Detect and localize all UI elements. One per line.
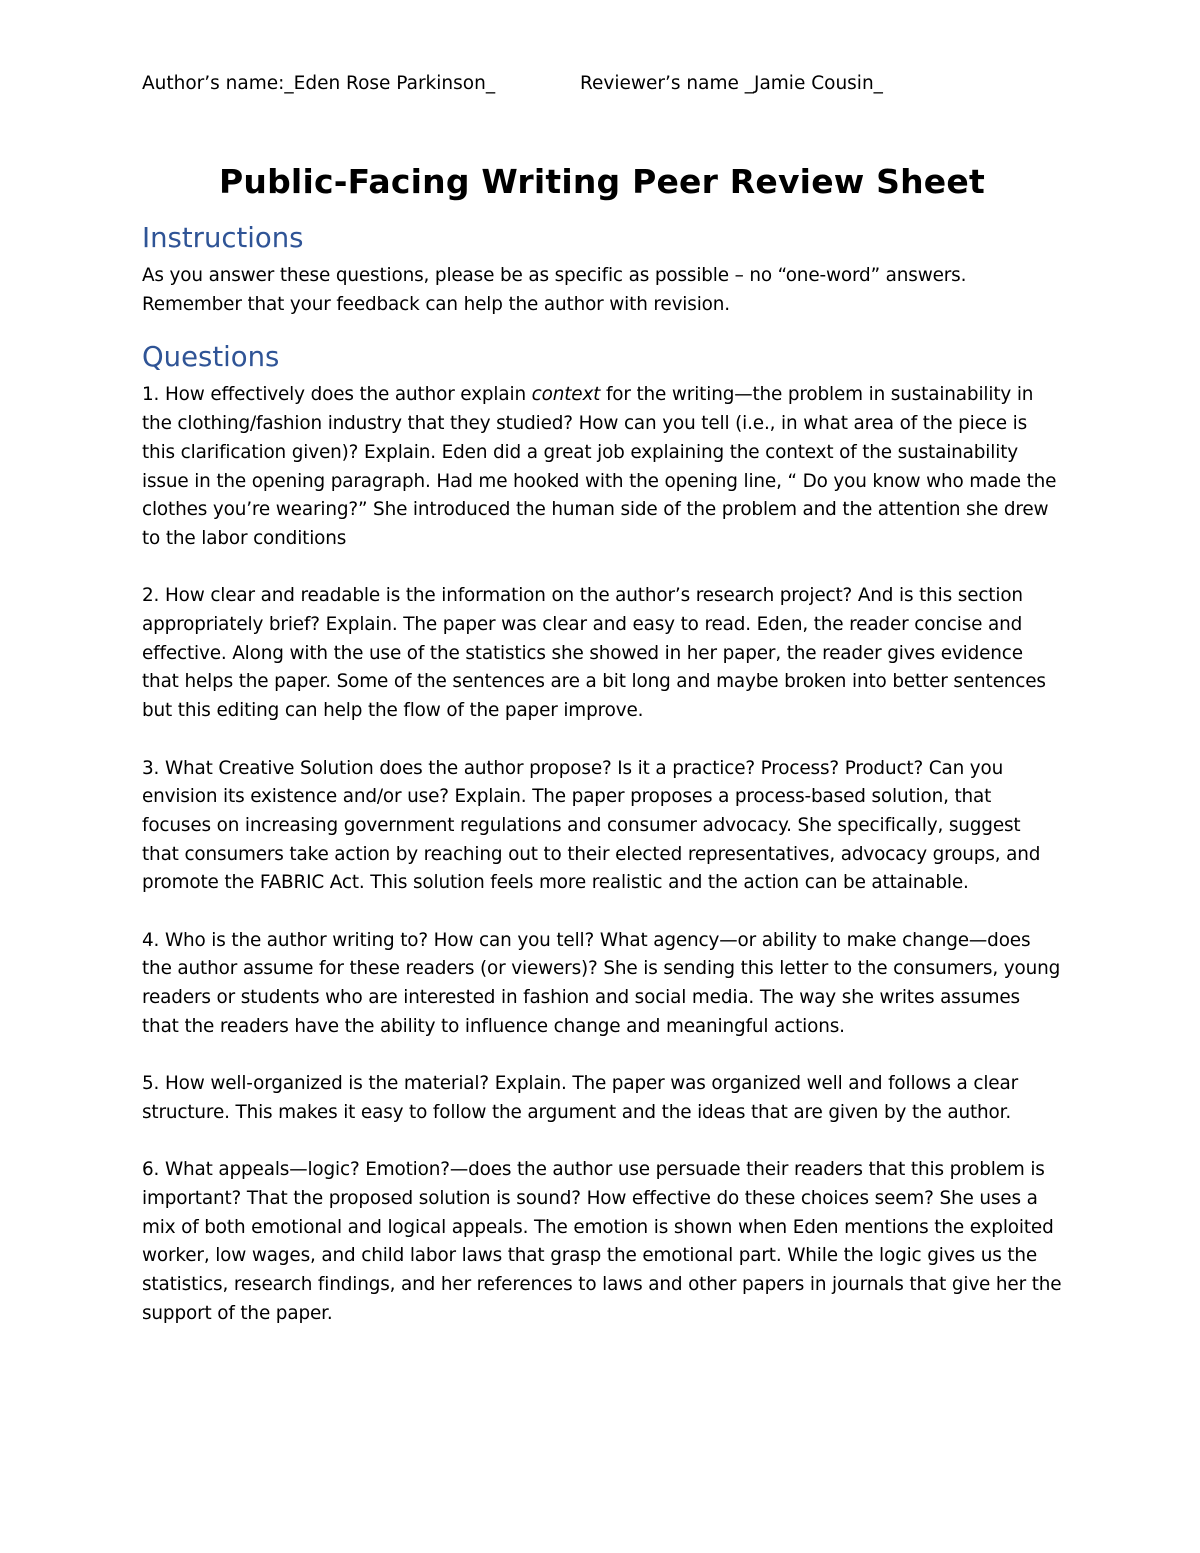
question-prompt: How effectively does the author explain xyxy=(164,384,532,406)
question-3 xyxy=(142,755,1062,899)
question-2 xyxy=(142,582,1062,726)
question-prompt: How well-organized is the material? Explain. xyxy=(164,1073,567,1095)
question-prompt-emphasis: context xyxy=(531,384,601,406)
question-number: 2. xyxy=(142,585,160,607)
question-answer: The paper was organized well and follows a clear structure. This makes it easy to follow the argument and the ideas that are given by the author. xyxy=(142,1073,1018,1123)
question-prompt: What Creative Solution does the author propose? Is it a practice? Process? Product? Can you envision its existence and/or use? Explain. xyxy=(142,757,1004,808)
question-number: 4. xyxy=(142,929,160,951)
question-number: 3. xyxy=(142,757,160,779)
question-number: 1. xyxy=(142,384,160,406)
question-5 xyxy=(142,1070,1062,1127)
question-answer: Eden did a great job explaining the context of the sustainability issue in the opening paragraph. Had me hooked with the opening line, “ Do you know who made the clothes you’re wearing?” She introduced the human side of the problem and the attention she drew to the labor conditions xyxy=(142,441,1057,549)
question-4 xyxy=(142,927,1062,1042)
question-answer: She is sending this letter to the consumers, young readers or students who are interested in fashion and social media. The way she writes assumes that the readers have the ability to influence change and meaningful actions. xyxy=(142,958,1061,1037)
question-prompt: How clear and readable is the information on the author’s research project? And is this section appropriately brief? Explain. xyxy=(142,585,1023,636)
question-6 xyxy=(142,1156,1062,1328)
question-number: 6. xyxy=(142,1159,160,1181)
question-prompt: Who is the author writing to? How can you tell? What agency—or ability to make change—does the author assume for these readers (or viewers)? xyxy=(142,929,1031,980)
header-names xyxy=(142,70,1062,98)
question-answer: The paper proposes a process-based solution, that focuses on increasing government regulations and consumer advocacy. She specifically, suggest that consumers take action by reaching out to their elected representatives, advocacy groups, and promote the FABRIC Act. This solution feels more realistic and the action can be attainable. xyxy=(142,786,1041,894)
question-1 xyxy=(142,381,1062,553)
author-name: Author’s name:_Eden Rose Parkinson_ xyxy=(142,73,496,94)
instructions-heading: Instructions xyxy=(142,222,304,254)
document-page xyxy=(142,70,1062,1357)
page-title: Public-Facing Writing Peer Review Sheet xyxy=(219,162,985,201)
instructions-text: As you answer these questions, please be as specific as possible – no “one-word” answers. Remember that your feedback can help the author with revision. xyxy=(142,265,967,315)
question-answer: She uses a mix of both emotional and logical appeals. The emotion is shown when Eden mentions the exploited worker, low wages, and child labor laws that grasp the emotional part. While the logic gives us the statistics, research findings, and her references to laws and other papers in journals that give her the support of the paper. xyxy=(142,1188,1062,1324)
reviewer-name: Reviewer’s name _Jamie Cousin_ xyxy=(580,73,883,94)
questions-heading: Questions xyxy=(142,341,280,374)
question-prompt: What appeals—logic? Emotion?—does the author use persuade their readers that this problem is important? That the proposed solution is sound? How effective do these choices seem? xyxy=(142,1159,1045,1210)
question-answer: The paper was clear and easy to read. Eden, the reader concise and effective. Along with the use of the statistics she showed in her paper, the reader gives evidence that helps the paper. Some of the sentences are a bit long and maybe broken into better sentences but this editing can help the flow of the paper improve. xyxy=(142,614,1046,722)
question-number: 5. xyxy=(142,1073,160,1095)
question-prompt: for the writing—the problem in sustainability in the clothing/fashion industry that they studied? How can you tell (i.e., in what area of the piece is this clarification given)? Explain. xyxy=(142,384,1034,463)
